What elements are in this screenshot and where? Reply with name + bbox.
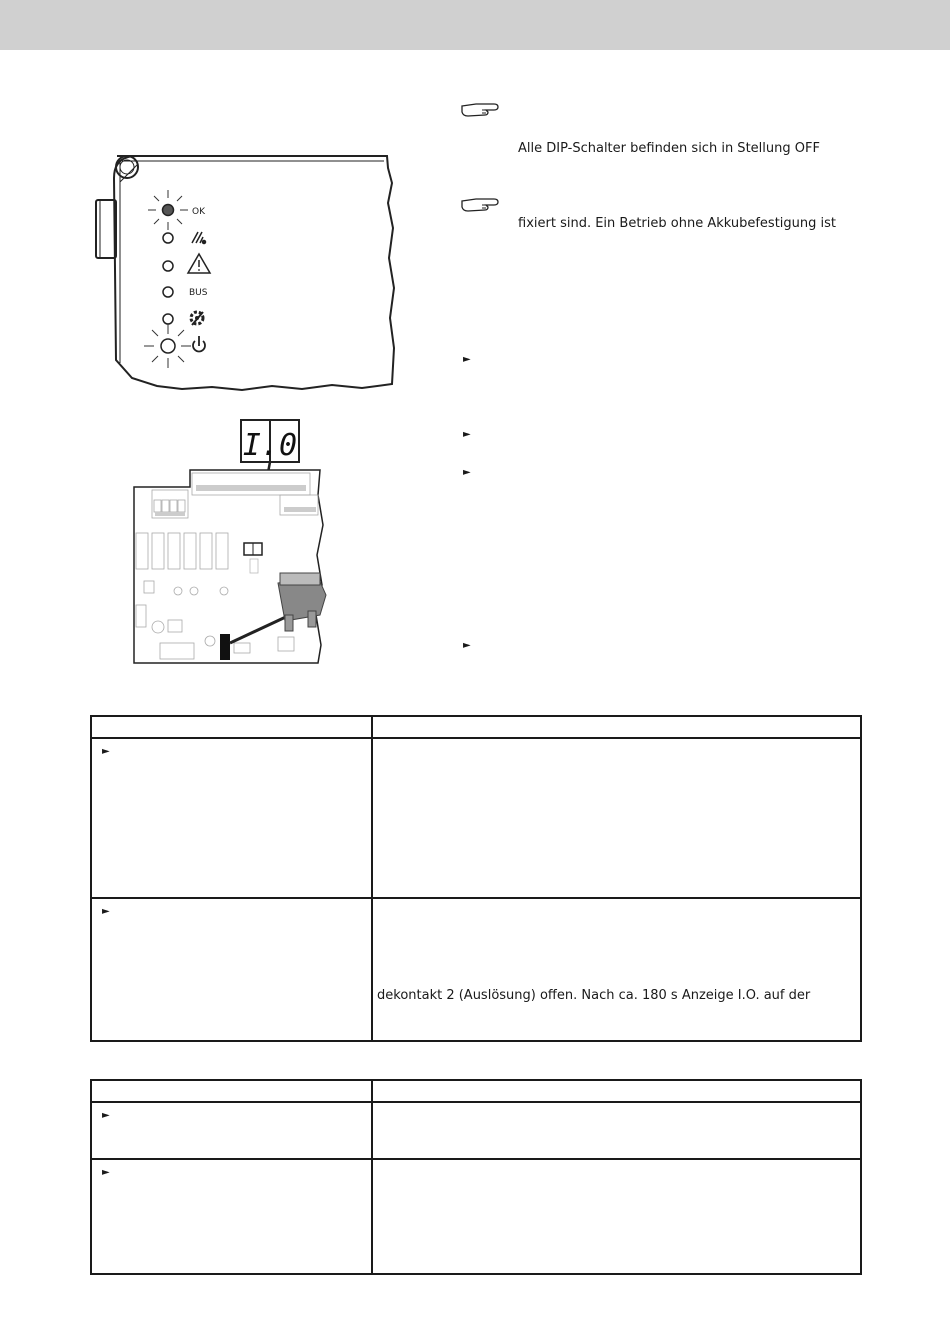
header-bar	[0, 0, 950, 50]
led-ok	[148, 190, 188, 230]
step-marker: ►	[463, 354, 471, 365]
pointing-hand-icon	[460, 100, 502, 120]
led-bus	[163, 287, 173, 297]
display-value: I.0	[242, 428, 298, 463]
control-panel-illustration	[92, 148, 412, 398]
led-service	[163, 314, 173, 324]
step-marker: ►	[463, 640, 471, 651]
row-text: dekontakt 2 (Auslösung) offen. Nach ca. 180 s Anzeige I.O. auf der	[377, 988, 811, 1003]
service-gear-icon	[191, 312, 203, 325]
row-marker: ►	[102, 746, 110, 757]
table-2	[90, 1079, 862, 1275]
step-marker: ►	[463, 429, 471, 440]
circuit-board-illustration	[130, 415, 330, 670]
table-row	[91, 738, 861, 898]
table-1	[90, 715, 862, 1042]
power-icon	[193, 336, 205, 351]
led-warning	[163, 261, 173, 271]
led-power	[144, 324, 191, 368]
pointing-hand-icon	[460, 195, 502, 215]
step-marker: ►	[463, 467, 471, 478]
led-ok-label: OK	[192, 207, 205, 217]
note-2-text: fixiert sind. Ein Betrieb ohne Akkubefestigung ist	[518, 216, 837, 231]
table-header-row	[91, 1080, 861, 1102]
table-row	[91, 1159, 861, 1274]
row-marker: ►	[102, 1167, 110, 1178]
table-row	[91, 898, 861, 1041]
table-header-row	[91, 716, 861, 738]
fuse-slot	[220, 634, 230, 660]
led-bus-label: BUS	[189, 288, 208, 298]
warning-triangle-icon	[188, 254, 210, 273]
note-1-text: Alle DIP-Schalter befinden sich in Stellung OFF	[518, 141, 820, 156]
row-marker: ►	[102, 906, 110, 917]
led-signal	[163, 233, 173, 243]
signal-icon	[192, 232, 206, 244]
table-row	[91, 1102, 861, 1159]
row-marker: ►	[102, 1110, 110, 1121]
